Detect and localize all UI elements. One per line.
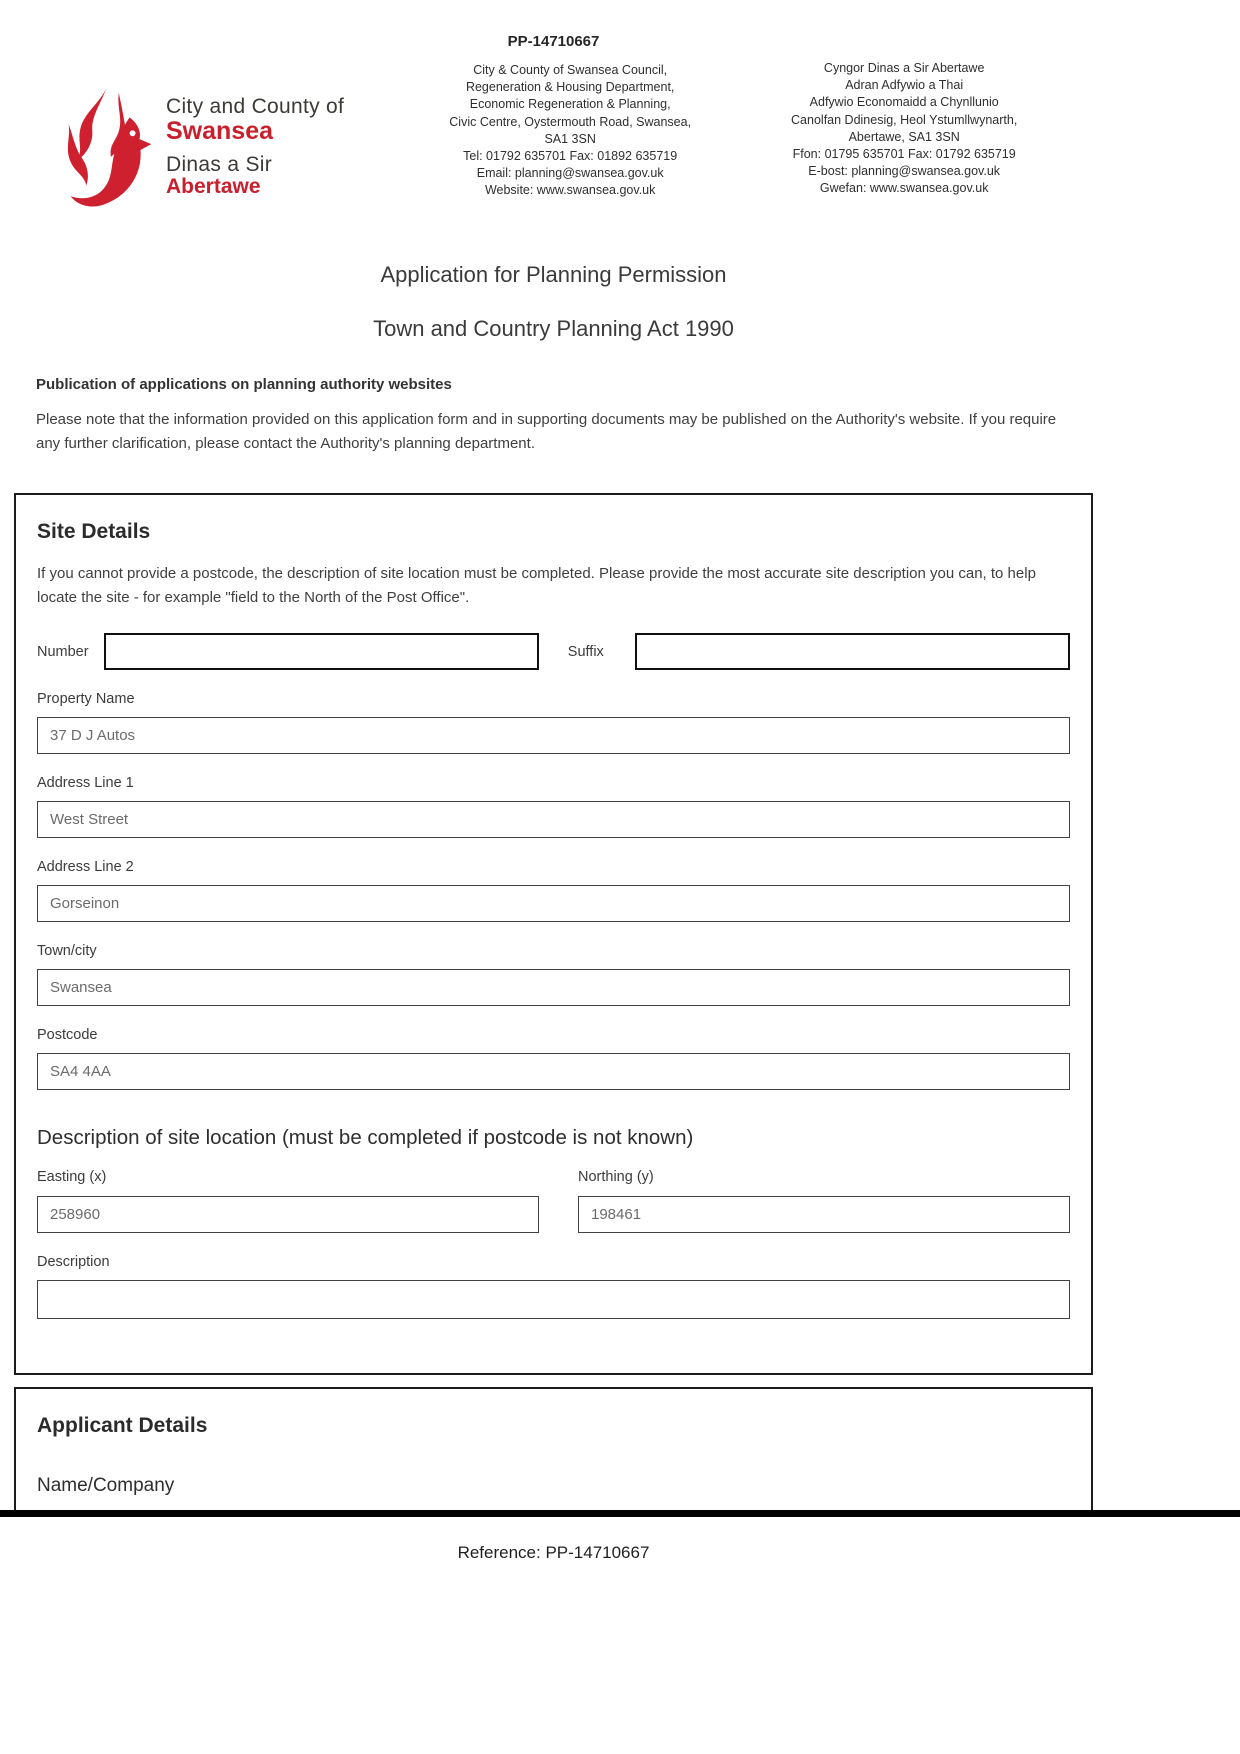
suffix-input[interactable] xyxy=(635,633,1070,670)
site-details-section xyxy=(14,493,1093,1375)
applicant-details-section xyxy=(14,1387,1093,1510)
postcode-input[interactable] xyxy=(37,1053,1070,1090)
property-name-field xyxy=(37,691,1070,754)
description-field xyxy=(37,1254,1070,1319)
site-location-heading: Description of site location (must be completed if postcode is not known) xyxy=(37,1126,694,1149)
site-details-intro: If you cannot provide a postcode, the description of site location must be completed. Please provide the most accurate site description you can, to help locate the site - for example "field to the North of the Post Office". xyxy=(37,565,1036,606)
address-line-1-label: Address Line 1 xyxy=(37,775,134,791)
contact-block-english xyxy=(430,62,710,200)
logo-text-dinas-a-sir: Dinas a Sir xyxy=(166,152,273,176)
northing-input[interactable] xyxy=(578,1196,1070,1233)
number-input[interactable] xyxy=(104,633,539,670)
page-break-bar xyxy=(0,1510,1240,1517)
postcode-label: Postcode xyxy=(37,1027,98,1043)
logo-text-swansea: Swansea xyxy=(166,117,274,146)
swansea-council-logo xyxy=(60,88,344,212)
address-line-1-field xyxy=(37,775,1070,838)
easting-northing-row xyxy=(37,1169,1070,1233)
publication-note-body: Please note that the information provided on this application form and in supporting documents may be published on the Authority's website. If you require any further clarification, please contact the Authority's planning department. xyxy=(36,411,1057,452)
town-city-label: Town/city xyxy=(37,943,97,959)
publication-note xyxy=(14,376,1093,456)
easting-input[interactable] xyxy=(37,1196,539,1233)
address-line-2-input[interactable] xyxy=(37,885,1070,922)
contact-en-line: Email: planning@swansea.gov.uk xyxy=(476,166,664,181)
applicant-details-heading: Applicant Details xyxy=(37,1414,208,1437)
phoenix-eye xyxy=(130,130,136,136)
contact-cy-line: Canolfan Ddinesig, Heol Ystumllwynarth, xyxy=(791,112,1018,127)
contact-cy-line: Ffon: 01795 635701 Fax: 01792 635719 xyxy=(792,147,1016,162)
contact-en-line: Economic Regeneration & Planning, xyxy=(469,97,671,112)
contact-cy-line: Abertawe, SA1 3SN xyxy=(848,129,960,144)
contact-en-line: Website: www.swansea.gov.uk xyxy=(484,183,656,198)
address-line-1-input[interactable] xyxy=(37,801,1070,838)
application-reference-number: PP-14710667 xyxy=(507,33,600,50)
contact-en-line: Regeneration & Housing Department, xyxy=(465,80,675,95)
town-city-field xyxy=(37,943,1070,1006)
number-label: Number xyxy=(37,643,89,660)
logo-text-abertawe: Abertawe xyxy=(166,175,261,198)
address-line-2-field xyxy=(37,859,1070,922)
logo-wordmark xyxy=(166,96,344,212)
description-label: Description xyxy=(37,1254,110,1270)
letterhead xyxy=(14,61,1093,234)
contact-cy-line: Adran Adfywio a Thai xyxy=(845,78,964,93)
publication-note-heading: Publication of applications on planning authority websites xyxy=(36,376,452,393)
address-line-2-label: Address Line 2 xyxy=(37,859,134,875)
easting-field xyxy=(37,1169,539,1233)
contact-cy-line: E-bost: planning@swansea.gov.uk xyxy=(808,164,1001,179)
phoenix-icon xyxy=(60,88,154,212)
contact-en-line: Tel: 01792 635701 Fax: 01892 635719 xyxy=(463,149,678,164)
contact-en-line: SA1 3SN xyxy=(544,131,596,146)
contact-block-welsh xyxy=(776,60,1032,198)
northing-label: Northing (y) xyxy=(578,1169,654,1185)
postcode-field xyxy=(37,1027,1070,1090)
easting-label: Easting (x) xyxy=(37,1169,107,1185)
footer-reference: Reference: PP-14710667 xyxy=(457,1543,650,1562)
northing-field xyxy=(578,1169,1070,1233)
town-city-input[interactable] xyxy=(37,969,1070,1006)
property-name-label: Property Name xyxy=(37,691,135,707)
logo-text-city-and-county: City and County of xyxy=(166,95,345,118)
page-content xyxy=(14,0,1093,1510)
document-subtitle: Town and Country Planning Act 1990 xyxy=(373,316,734,341)
contact-cy-line: Adfywio Economaidd a Chynllunio xyxy=(809,95,999,110)
suffix-label: Suffix xyxy=(567,643,604,660)
description-input[interactable] xyxy=(37,1280,1070,1319)
contact-cy-line: Gwefan: www.swansea.gov.uk xyxy=(819,181,989,196)
name-company-label: Name/Company xyxy=(37,1475,175,1496)
document-title: Application for Planning Permission xyxy=(380,262,727,287)
property-name-input[interactable] xyxy=(37,717,1070,754)
contact-en-line: City & County of Swansea Council, xyxy=(473,63,668,77)
contact-cy-line: Cyngor Dinas a Sir Abertawe xyxy=(823,61,985,75)
number-suffix-row xyxy=(37,633,1070,670)
site-details-heading: Site Details xyxy=(37,520,151,543)
contact-en-line: Civic Centre, Oystermouth Road, Swansea, xyxy=(449,114,692,129)
